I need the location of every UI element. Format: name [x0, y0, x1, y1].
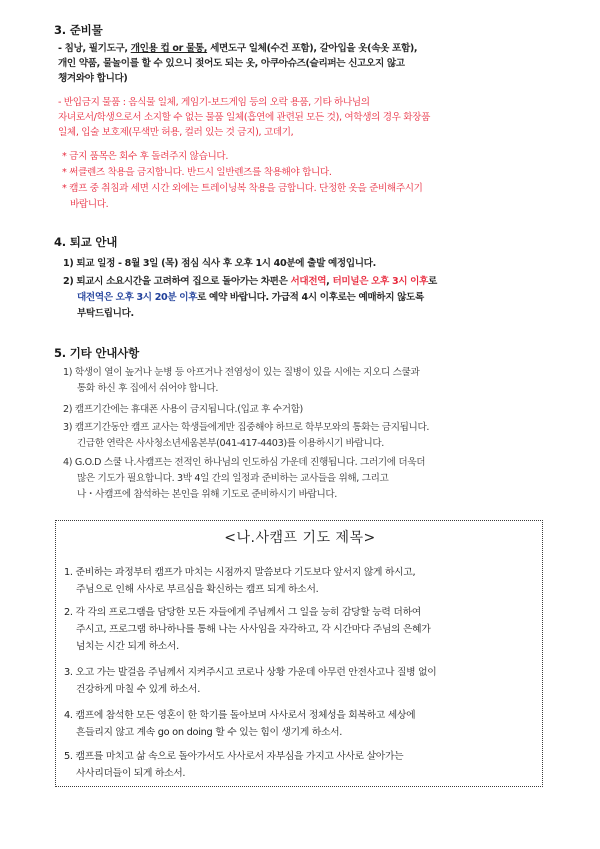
prayer-1-line-1: 1. 준비하는 과정부터 캠프가 마치는 시점까지 말씀보다 기도보다 앞서지 않게 하시고, — [64, 567, 416, 578]
prayer-topics-box — [55, 520, 543, 787]
prayer-2-line-2: 주시고, 프로그램 하나하나를 통해 나는 사사임을 자각하고, 각 시간마다 주님의 은혜가 — [76, 624, 431, 635]
banned-line-3: 일체, 입술 보호제(무색만 허용, 컬러 있는 것 금지), 고데기, — [58, 127, 294, 138]
section-5-title: 5. 기타 안내사항 — [54, 346, 140, 360]
other-item-3-line-2: 긴급한 연락은 사사청소년세움본부(041-417-4403)를 이용하시기 바랍니다. — [77, 438, 384, 449]
section-4-title: 4. 퇴교 안내 — [54, 235, 118, 249]
prayer-3-line-2: 건강하게 마칠 수 있게 하소서. — [76, 684, 201, 695]
departure-transport-line-2 — [77, 291, 424, 304]
supplies-line-1 — [58, 42, 417, 55]
transport-text: , — [326, 276, 333, 287]
prayer-4-line-1: 4. 캠프에 참석한 모든 영혼이 한 학기를 돌아보며 사사로서 정체성을 회복하고 세상에 — [64, 710, 416, 721]
transport-text: 2) 퇴교시 소요시간을 고려하여 집으로 돌아가는 차편은 — [63, 276, 291, 287]
banned-line-2: 자녀로서/학생으로서 소지할 수 없는 물품 일체(흡연에 관련된 모든 것), 여학생의 경우 화장품 — [58, 112, 431, 123]
prayer-4-line-2: 흔들리지 않고 계속 go on doing 할 수 있는 힘이 생기게 하소서. — [76, 727, 343, 738]
supplies-line-2: 개인 약품, 물놀이를 할 수 있으니 젖어도 되는 옷, 아쿠아슈즈(슬리퍼는 신고오지 않고 — [58, 58, 405, 69]
note-no-return: * 금지 품목은 회수 후 돌려주지 않습니다. — [62, 151, 229, 162]
departure-transport-line-1 — [63, 275, 437, 288]
banned-line-1: - 반입금지 물품 : 음식물 일체, 게임기-보드게임 등의 오락 용품, 기타 하나님의 — [58, 97, 370, 108]
transport-text: 로 — [428, 276, 437, 287]
transport-text: 로 예약 바랍니다. 가급적 4시 이후로는 예매하지 않도록 — [197, 292, 424, 303]
supplies-text: - 침낭, 필기도구, — [58, 43, 131, 54]
seodaejeon-station: 서대전역 — [290, 276, 327, 287]
other-item-4-line-3: 나・사캠프에 참석하는 본인을 위해 기도로 준비하시기 바랍니다. — [77, 489, 337, 500]
departure-transport-line-3: 부탁드립니다. — [77, 308, 134, 319]
other-item-1-line-1: 1) 학생이 열이 높거나 눈병 등 아프거나 전염성이 있는 질병이 있을 시에는 지오디 스쿨과 — [63, 367, 420, 378]
other-item-3-line-1: 3) 캠프기간동안 캠프 교사는 학생들에게만 집중해야 하므로 학부모와의 통화는 금지됩니다. — [63, 422, 430, 433]
supplies-line-3: 챙겨와야 합니다) — [58, 73, 128, 84]
prayer-5-line-2: 사사리더들이 되게 하소서. — [76, 768, 186, 779]
note-circle-lens: * 써클렌즈 착용을 금지합니다. 반드시 일반렌즈를 착용해야 합니다. — [62, 167, 332, 178]
terminal-time: 터미널은 오후 3시 이후 — [332, 276, 429, 287]
supplies-text: 세면도구 일체(수건 포함), 갈아입을 옷(속옷 포함), — [207, 43, 418, 54]
prayer-5-line-1: 5. 캠프를 마치고 삶 속으로 돌아가서도 사사로서 자부심을 가지고 사사로 살아가는 — [64, 751, 404, 762]
prayer-1-line-2: 주님으로 인해 사사로 부르심을 확신하는 캠프 되게 하소서. — [76, 584, 319, 595]
prayer-2-line-1: 2. 각 각의 프로그램을 담당한 모든 자들에게 주님께서 그 일을 능히 감당할 능력 더하여 — [64, 607, 421, 618]
other-item-2: 2) 캠프기간에는 휴대폰 사용이 금지됩니다.(입교 후 수거함) — [63, 404, 303, 415]
prayer-topics-title: <나.사캠프 기도 제목> — [224, 530, 376, 546]
prayer-3-line-1: 3. 오고 가는 발걸음 주님께서 지켜주시고 코로나 상황 가운데 아무런 안전사고나 질병 없이 — [64, 667, 437, 678]
other-item-4-line-1: 4) G.O.D 스쿨 나.사캠프는 전적인 하나님의 인도하심 가운데 진행됩니다. 그러기에 더욱더 — [63, 457, 426, 468]
prayer-2-line-3: 넘치는 시간 되게 하소서. — [76, 641, 179, 652]
note-training-wear-1: * 캠프 중 취침과 세면 시간 외에는 트레이닝복 착용을 금합니다. 단정한 옷을 준비해주시기 — [62, 183, 423, 194]
daejeon-station-time: 대전역은 오후 3시 20분 이후 — [77, 292, 198, 303]
note-training-wear-2: 바랍니다. — [70, 199, 109, 210]
other-item-4-line-2: 많은 기도가 필요합니다. 3박 4일 간의 일정과 준비하는 교사들을 위해, 그리고 — [77, 473, 389, 484]
other-item-1-line-2: 통화 하신 후 집에서 쉬어야 합니다. — [77, 383, 219, 394]
section-3-title: 3. 준비물 — [54, 23, 103, 37]
departure-schedule: 1) 퇴교 일정 - 8월 3일 (목) 점심 식사 후 오후 1시 40분에 출발 예정입니다. — [63, 258, 376, 269]
cup-bottle-text: 개인용 컵 or 물통, — [130, 43, 208, 54]
